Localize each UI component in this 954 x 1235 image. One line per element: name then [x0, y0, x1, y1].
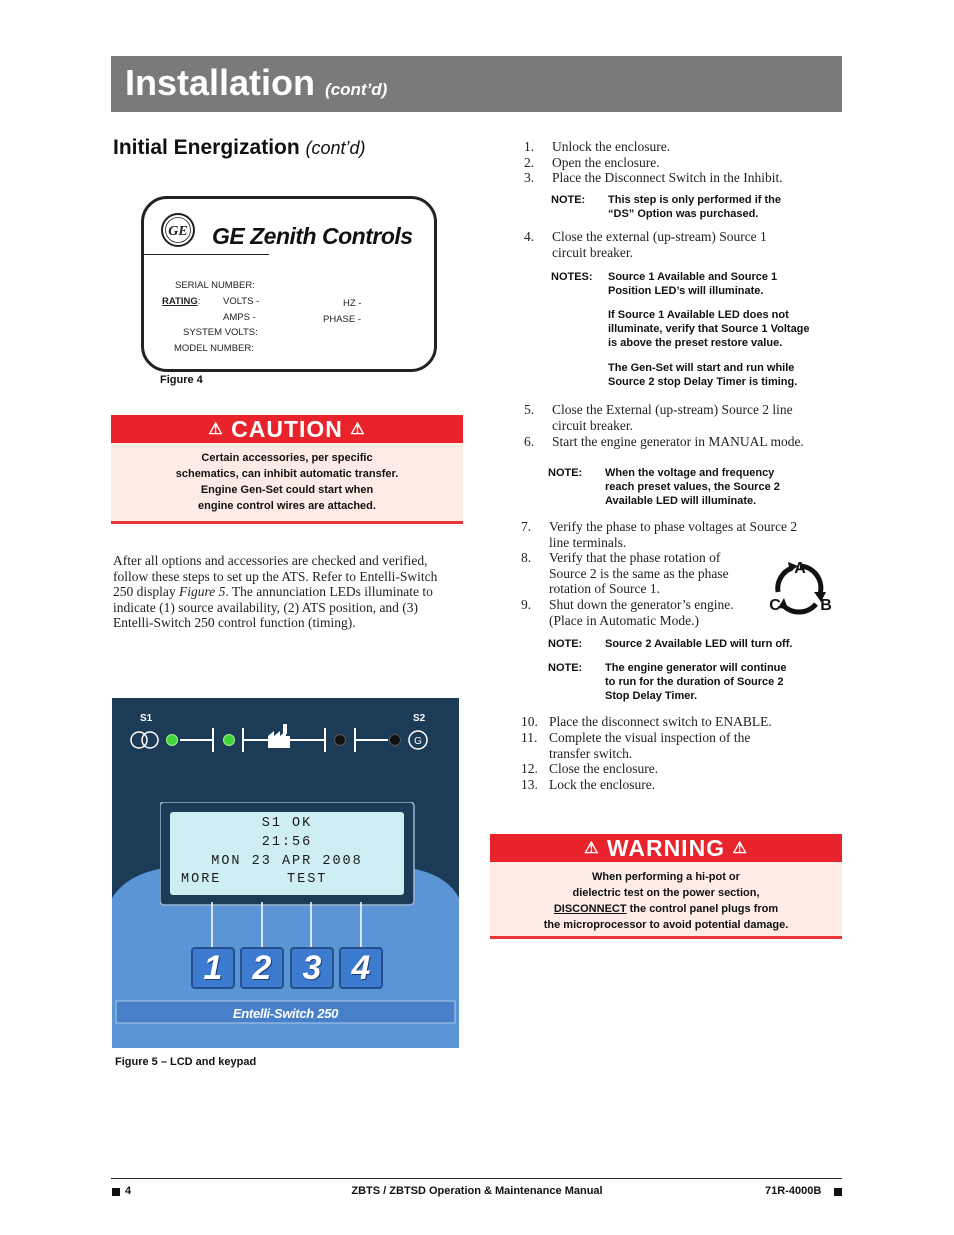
- intro-paragraph: After all options and accessories are checked and verified, follow these steps to set up the ATS. Refer to Entelli-Switch 250 display Figure 5. The annunciation LEDs illuminate to indicate (1) source availability, (2) ATS position, and (3) Entelli-Switch 250 control function (timing).: [113, 553, 438, 630]
- lcd-line-2: 21:56: [261, 835, 313, 850]
- warning-triangle-icon: ⚠: [732, 840, 748, 857]
- model-label: MODEL NUMBER:: [174, 343, 254, 354]
- led-s2-available: [390, 735, 401, 746]
- volts-label: VOLTS -: [223, 296, 260, 307]
- rating-label: RATING:: [162, 296, 201, 307]
- led-s2-position: [335, 735, 346, 746]
- figure-5-caption: Figure 5 – LCD and keypad: [115, 1056, 257, 1068]
- ge-logo-icon: [160, 212, 196, 248]
- banner-subtitle: (cont’d): [325, 80, 388, 99]
- manual-title: ZBTS / ZBTSD Operation & Maintenance Manual: [351, 1185, 603, 1197]
- warning-header: [490, 834, 842, 862]
- source-2-label: S2: [413, 713, 426, 724]
- divider: [144, 254, 269, 255]
- section-banner: [111, 56, 842, 112]
- page-number: 4: [125, 1185, 132, 1197]
- system-volts-label: SYSTEM VOLTS:: [183, 327, 258, 338]
- lcd-softkey-more: MORE: [181, 872, 222, 887]
- footer-rule: [111, 1178, 842, 1179]
- keypad-key-2[interactable]: 2: [240, 947, 284, 989]
- svg-text:C: C: [769, 597, 781, 614]
- warning-triangle-icon: ⚠: [350, 421, 366, 438]
- amps-label: AMPS -: [223, 312, 256, 323]
- svg-text:G: G: [414, 736, 422, 747]
- warning-triangle-icon: ⚠: [584, 840, 600, 857]
- lcd-line-1: S1 OK: [261, 816, 313, 831]
- factory-load-icon: [268, 724, 290, 748]
- annunciation-diagram: [125, 722, 435, 760]
- warning-text: When performing a hi-pot or dielectric test on the power section, DISCONNECT the control panel plugs from the microprocessor to avoid potential damage.: [543, 871, 789, 931]
- keypad-key-1[interactable]: 1: [191, 947, 235, 989]
- brand-name: GE Zenith Controls: [212, 223, 413, 249]
- caution-header: [111, 415, 463, 443]
- caution-text: Certain accessories, per specific schematics, can inhibit automatic transfer. Engine Gen-Set could start when engine control wires are attached.: [175, 452, 399, 512]
- figure-4-caption: Figure 4: [160, 374, 203, 386]
- key-leader-lines: [195, 902, 395, 950]
- warning-box: [490, 834, 842, 939]
- phase-rotation-icon: [764, 556, 836, 616]
- lcd-softkey-test: TEST: [287, 872, 328, 887]
- section-heading: Initial Energization (cont’d): [113, 136, 366, 159]
- led-s1-available: [167, 735, 178, 746]
- led-s1-position: [224, 735, 235, 746]
- hz-label: HZ -: [343, 298, 362, 309]
- caution-box: [111, 415, 463, 524]
- banner-title: Installation (cont’d): [125, 62, 388, 103]
- keypad-key-3[interactable]: 3: [290, 947, 334, 989]
- svg-text:B: B: [820, 597, 832, 614]
- phase-label: PHASE -: [323, 314, 362, 325]
- lcd-line-3: MON 23 APR 2008: [211, 854, 363, 869]
- lcd-display: [170, 812, 404, 895]
- warning-triangle-icon: ⚠: [208, 421, 224, 438]
- keypad-key-4[interactable]: 4: [339, 947, 383, 989]
- svg-text:A: A: [794, 560, 806, 577]
- svg-text:GE: GE: [168, 224, 188, 239]
- document-code: 71R-4000B: [765, 1185, 822, 1197]
- caution-label: CAUTION: [231, 416, 343, 442]
- section-subtitle: (cont’d): [305, 138, 366, 158]
- product-name: Entelli-Switch 250: [232, 1006, 339, 1021]
- square-bullet-icon: [834, 1188, 842, 1196]
- warning-label: WARNING: [606, 835, 726, 861]
- source-1-label: S1: [140, 713, 153, 724]
- serial-label: SERIAL NUMBER:: [175, 280, 255, 291]
